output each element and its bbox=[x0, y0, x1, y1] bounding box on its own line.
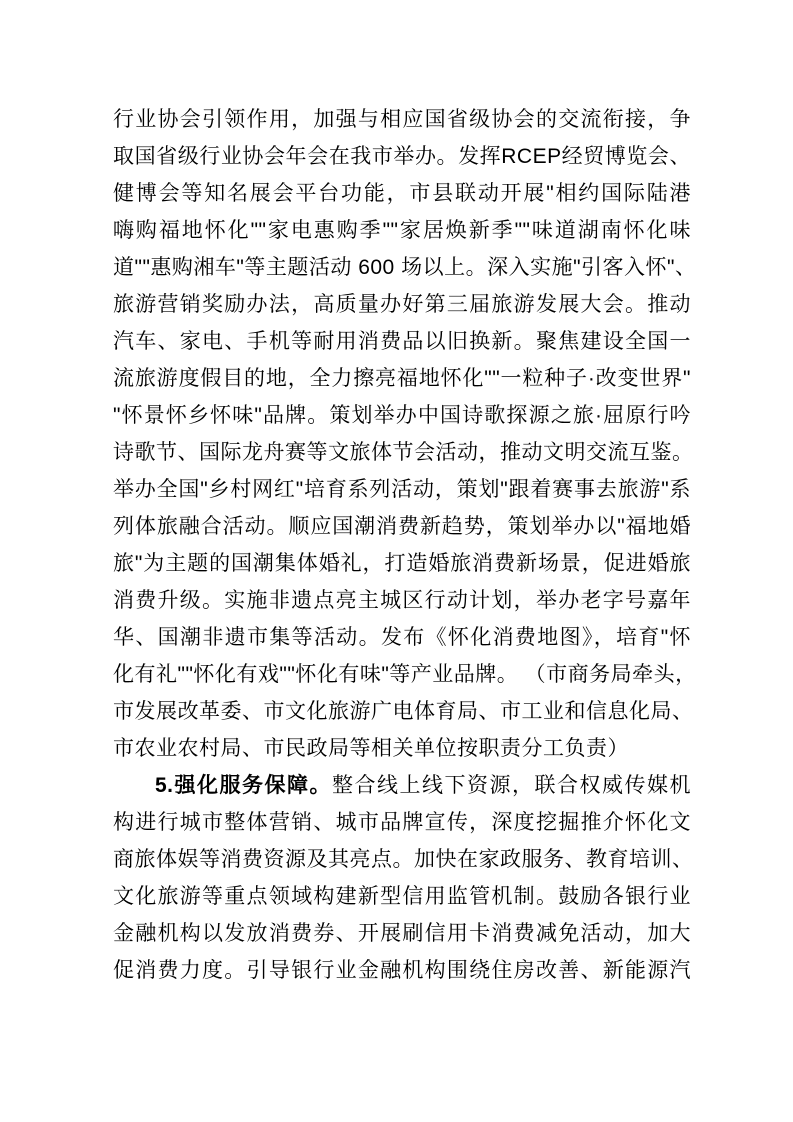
text-run: 文化旅游等重点领域构建新型信用监管机制。鼓励各银行业 bbox=[113, 885, 691, 908]
text-line bbox=[113, 582, 691, 619]
text-line bbox=[113, 767, 691, 804]
text-run: 行业协会引领作用，加强与相应国省级协会的交流衔接，争 bbox=[113, 108, 691, 131]
text-line bbox=[113, 693, 694, 730]
text-run: 嗨购福地怀化""家电惠购季""家居焕新季""味道湖南怀化味 bbox=[113, 219, 691, 242]
text-line bbox=[113, 952, 691, 989]
text-line bbox=[113, 471, 691, 508]
text-run: 健博会等知名展会平台功能，市县联动开展"相约国际陆港 bbox=[113, 182, 691, 205]
text-run: 金融机构以发放消费券、开展刷信用卡消费减免活动，加大 bbox=[113, 922, 691, 945]
paragraph-continuation bbox=[113, 101, 697, 767]
text-run: 整合线上线下资源，联合权威传媒机 bbox=[332, 774, 692, 797]
text-run: 促消费力度。引导银行业金融机构围绕住房改善、新能源汽 bbox=[113, 959, 691, 982]
text-run: 举办全国"乡村网红"培育系列活动，策划"跟着赛事去旅游"系 bbox=[113, 478, 691, 501]
text-run: 化有礼""怀化有戏""怀化有味"等产业品牌。 （市商务局牵头， bbox=[113, 663, 697, 686]
text-run: 道""惠购湘车"等主题活动 600 场以上。深入实施"引客入怀"、 bbox=[113, 256, 697, 279]
text-line bbox=[113, 101, 691, 138]
text-run: 旅游营销奖励办法，高质量办好第三届旅游发展大会。推动 bbox=[113, 293, 691, 316]
text-run: 列体旅融合活动。顺应国潮消费新趋势，策划举办以"福地婚 bbox=[113, 515, 691, 538]
text-run: 华、国潮非遗市集等活动。发布《怀化消费地图》，培育"怀 bbox=[113, 626, 691, 649]
text-run: 诗歌节、国际龙舟赛等文旅体节会活动，推动文明交流互鉴。 bbox=[113, 441, 694, 464]
text-line bbox=[113, 175, 691, 212]
text-line bbox=[113, 434, 694, 471]
bold-text-run: 5.强化服务保障。 bbox=[155, 774, 333, 797]
text-line bbox=[113, 360, 691, 397]
text-line bbox=[113, 841, 694, 878]
text-line bbox=[113, 804, 691, 841]
text-run: 流旅游度假目的地，全力擦亮福地怀化""一粒种子·改变世界" bbox=[113, 367, 691, 390]
text-line bbox=[113, 915, 691, 952]
text-line bbox=[113, 730, 691, 767]
text-line bbox=[113, 878, 691, 915]
text-line bbox=[113, 249, 697, 286]
text-run: 汽车、家电、手机等耐用消费品以旧换新。聚焦建设全国一 bbox=[113, 330, 691, 353]
text-run: "怀景怀乡怀味"品牌。策划举办中国诗歌探源之旅·屈原行吟 bbox=[113, 404, 691, 427]
text-run: 市农业农村局、市民政局等相关单位按职责分工负责） bbox=[113, 737, 629, 760]
text-line bbox=[113, 286, 691, 323]
text-line bbox=[113, 212, 691, 249]
text-run: 旅"为主题的国潮集体婚礼，打造婚旅消费新场景，促进婚旅 bbox=[113, 552, 691, 575]
text-run: 消费升级。实施非遗点亮主城区行动计划，举办老字号嘉年 bbox=[113, 589, 691, 612]
text-line bbox=[113, 323, 691, 360]
text-run: 构进行城市整体营销、城市品牌宣传，深度挖掘推介怀化文 bbox=[113, 811, 691, 834]
text-run: 取国省级行业协会年会在我市举办。发挥RCEP经贸博览会、 bbox=[113, 145, 691, 168]
text-line bbox=[113, 619, 691, 656]
paragraph-item-5 bbox=[113, 767, 694, 989]
text-run: 市发展改革委、市文化旅游广电体育局、市工业和信息化局、 bbox=[113, 700, 694, 723]
text-line bbox=[113, 138, 691, 175]
text-line bbox=[113, 545, 691, 582]
text-run: 商旅体娱等消费资源及其亮点。加快在家政服务、教育培训、 bbox=[113, 848, 694, 871]
text-line bbox=[113, 397, 691, 434]
text-line bbox=[113, 508, 691, 545]
text-line bbox=[113, 656, 697, 693]
text-block bbox=[113, 101, 697, 989]
